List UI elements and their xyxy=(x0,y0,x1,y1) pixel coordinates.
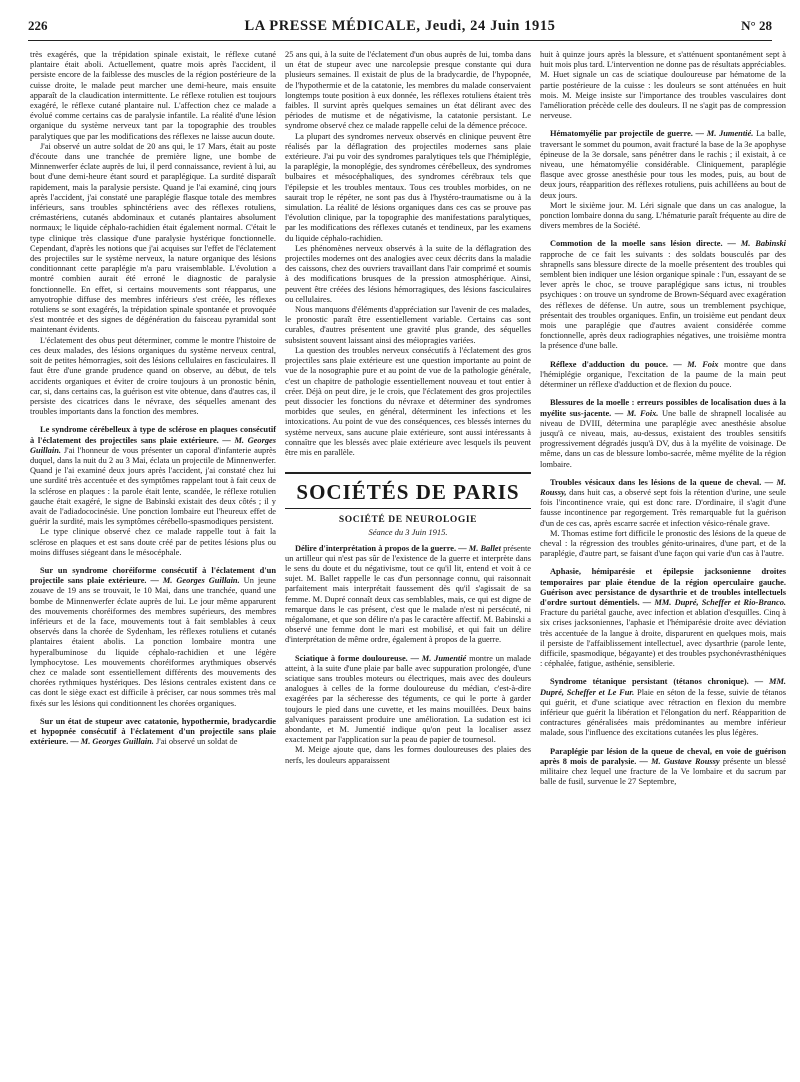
article-cerebellar-syndrome xyxy=(30,425,276,558)
article-title: Délire d'interprétation à propos de la guerre. xyxy=(295,543,457,553)
article-title: Blessures de la moelle : erreurs possibles de localisation dues à la myélite sus-jacente. xyxy=(540,398,786,418)
article-author: — M. Foix xyxy=(673,359,719,369)
article-reflexe-pouce xyxy=(540,360,786,391)
paragraph: Les phénomènes nerveux observés à la suite de la déflagration des projectiles modernes ont des analogies avec ceux décrits dans la maladie des caissons, chez des ouvriers travaillant dans l'air comprimé et soumis à des modifications brusques de la pression atmosphérique. Ainsi, peuvent être créées des lésions hémorragiques, des lésions fasciculaires ou cellulaires. xyxy=(285,243,531,304)
article-title: Commotion de la moelle sans lésion directe. xyxy=(550,239,723,249)
article-title: Réflexe d'adduction du pouce. xyxy=(550,359,668,369)
paragraph: présente un artilleur qui n'est pas sûr de l'existence de la guerre et interprète dans le sens du doute et du négativisme, tout ce qu'il lit, entend et voit à ce sujet. M. Ballet rappelle le cas d'un personnage connu, qui raisonnait parfaitement mais interprétait faussement dès qu'il s'agissait de sa femme. M. Dupré connaît deux cas semblables, mais, ce qui est digne de remarque dans le cas présent, c'est que le malade n'est ni persécuté, ni mégalomane, et que son délire n'a pas le caractère affectif. M. Babinski a observé une femme dont le mari est mobilisé, et qui fait un délire d'interprétation de même ordre, également à propos de la guerre. xyxy=(285,543,532,645)
article-author: — M. Georges Guillain. xyxy=(30,435,276,455)
paragraph: huit à quinze jours après la blessure, et s'atténuent spontanément sept à huit mois plus tard. L'intervention ne donne pas de résultats appréciables. M. Huet signale un cas de sciatique douloureuse par hématome de la partie postérieure de la cuisse : les douleurs se sont atténuées en huit mois. M. Meige insiste sur l'importance des troubles vasculaires dont l'amélioration précède celle des douleurs. Il ne s'agit pas de compression nerveuse. xyxy=(540,50,786,121)
society-name: SOCIÉTÉ DE NEUROLOGIE xyxy=(338,515,478,526)
article-title: Aphasie, hémiparésie et épilepsie jacksonienne droites temporaires par plaie étendue de la région operculaire gauche. Guérison avec persistance de dysarthrie et de troubles intellectuels d'ordre surtout démentiels. xyxy=(540,567,786,607)
paragraph: Un jeune zouave de 19 ans se trouvait, le 10 Mai, dans une tranchée, quand une bombe de Minnenwerfer éclate auprès de lui. Le jour même apparurent des mouvements choréiformes des membres supérieurs, des membres inférieurs et de la face, mouvements tout à fait semblables à ceux observés dans la chorée de Sydenham, les réflexes rotuliens et cutanés plantaires étaient abolis. La ponction lombaire montra une hyperalbuminose du liquide céphalo-rachidien et une légère lymphocytose. Les mouvements choréiformes arythmiques observés chez ce malade sont essentiellement différents des mouvements des chorées rythmiques hystériques. Des lésions centrales existent dans ce cas dont le siège exact est difficile à préciser, car nous sommes très mal fixés sur les lésions qui conditionnent les chorées organiques. xyxy=(30,576,277,708)
paragraph: Fracture du pariétal gauche, avec infection et ablation d'esquilles. Cinq à six crises jacksoniennes, l'aphasie et l'hémiparésie droite avec déviation très accentuée de la langue à droite, disparurent en quelques mois, mais il persiste de l'affaiblissement intellectuel, avec dysarthrie (parole lente, difficile, spasmodique, bégayante) et des troubles psychonévrasthéniques : céphalée, fatigue, asthénie, sensiblerie. xyxy=(540,608,786,669)
article-author: — M. Roussy, xyxy=(540,477,787,497)
section-heading-societes: SOCIÉTÉS DE PARIS xyxy=(285,472,531,509)
article-author: — M. Jumentié xyxy=(410,653,467,663)
paragraph: M. Meige ajoute que, dans les formes douloureuses des plaies des nerfs, les douleurs apparaissent xyxy=(285,745,531,765)
article-delire-interpretation xyxy=(285,544,531,646)
paragraph: J'ai l'honneur de vous présenter un caporal d'infanterie auprès duquel, dans la nuit du 2 au 3 Mai, éclata un projectile de Minnenwerfer. Quand je l'ai examiné deux jours après l'accident, j'ai constaté chez lui une surdité très accentuée et des symptômes rappelant tout à fait ceux de la sclérose en plaques : la parole était lente, scandée, le réflexe rotulien gauche était exagéré, le signe de Babinski existait des deux côtés ; il y avait de l'adiadococinésie. Une ponction lombaire eut l'heureux effet de guérir la surdité, mais les symptômes cérébello-spasmodiques persistent. xyxy=(30,445,276,527)
paragraph: La plupart des syndromes nerveux observés en clinique peuvent être réalisés par la déflagration des projectiles modernes sans plaie extérieure. J'ai pu voir des syndromes paralytiques tels que l'hémiplégie, la paraplégie, la monoplégie, des syndromes cérébelleux, des syndromes bulbaires et mésocéphaliques, des syndromes cérébraux tels que l'épilepsie et les troubles mentaux. Tous ces troubles morbides, on ne saurait trop le répéter, ne sont pas dus à l'hystéro-traumatisme ou à la simulation. La réalité de lésions organiques dans ces cas se prouve pas l'évolution clinique, par la topographie des manifestations paralytiques, par les modifications des réflexes cutanés et tendineux, par les examens du liquide céphalo-rachidien. xyxy=(285,131,531,243)
article-stupor-catatonia xyxy=(30,717,276,748)
article-author: — M. Ballet xyxy=(458,543,501,553)
article-commotion-moelle xyxy=(540,239,786,351)
article-author: — M. Georges Guillain. xyxy=(150,576,240,586)
paragraph: Mort le sixième jour. M. Léri signale que dans un cas analogue, la ponction lombaire donna du sang. L'hématurie paraît fréquente au dire de divers membres de la Société. xyxy=(540,200,786,231)
paragraph: La question des troubles nerveux consécutifs à l'éclatement des gros projectiles sans plaie extérieure est une question importante au point de vue de la nosographie pure et au point de vue de la pathologie générale, c'est un chapitre de pathologie essentiellement nouveau et tout entier à créer. Déjà on peut dire, je le crois, que l'éclatement des gros projectiles peut dissocier les fonctions du névraxe et déterminer des syndromes morbides que seules, en général, déterminent les infections et les intoxications. Au point de vue des conséquences, ces blessés internes du système nerveux, sans aucune plaie extérieure, sont aussi intéressants à connaître que les blessés avec plaie extérieure avec lesquels ils peuvent être mis en parallèle. xyxy=(285,345,531,457)
paragraph: 25 ans qui, à la suite de l'éclatement d'un obus auprès de lui, tomba dans un état de stupeur avec une narcolepsie presque constante qui dura plusieurs semaines. Il existait de plus de la bradycardie, de l'hypopnée, de l'hypothermie et de la catatonie, les membres du malade conservaient longtemps toute position à eux donnée, les réflexes rotuliens étaient très faibles. Il survint après quelques semaines un état délirant avec des périodes de mutisme et de négativisme, la catatonie persistant. Le syndrome observé chez ce malade rappelle celui de la démence précoce. xyxy=(285,50,531,131)
article-author: — M. Gustave Roussy xyxy=(639,756,720,766)
issue-number: N° 28 xyxy=(741,18,772,33)
paragraph: J'ai observé un autre soldat de 20 ans qui, le 17 Mars, était au poste d'écoute dans une tranchée de première ligne, une bombe de Minnenwerfer éclate auprès de lui, il perd connaissance, revient à lui, au bout d'une demi-heure étant sourd et paraplégique. La surdité disparaît rapidement, mais la paralysie persiste. Quand je l'ai examiné, cinq jours après l'accident, j'ai constaté une paraplégie flasque totale des membres inférieurs, sans troubles sphinctériens avec des réflexes rotuliens, crémastériens, cutanés abdominaux et cutanés plantaires absolument normaux; le liquide céphalo-rachidien était également normal. C'était le type clinique très classique d'une paralysie hystérique fonctionnelle. Cependant, d'après les notions que j'ai acquises sur l'effet de l'éclatement des projectiles sur le système nerveux, la nature organique des lésions conditionnant cette paraplégie m'a paru vraisemblable. L'évolution a montré combien aurait été erroné le diagnostic de paralysie fonctionnelle. En effet, si certains mouvements sont réapparus, une amyotrophie diffuse des membres inférieurs s'est créée, les réflexes rotuliens se sont exagérés, la trépidation spinale spontanée et provoquée s'est montrée et des signes de dégénération du faisceau pyramidal sont maintenant évidents. xyxy=(30,141,276,335)
paragraph: très exagérés, que la trépidation spinale existait, le réflexe cutané plantaire était aboli. Actuellement, quatre mois après l'accident, il persiste encore de la faiblesse des muscles de la région postérieure de la cuisse droite, le malade peut marcher une demi-heure, mais ensuite apparaît de la claudication intermittente. Le réflexe rotulien est toujours exagéré, le réflexe cutané plantaire nul. L'affection chez ce malade a évolué comme certains cas de paralysie infantile. La réalité d'une lésion organique du système nerveux tant par la topographie des troubles paralytiques que par les modifications des réflexes ne laisse aucun doute. xyxy=(30,50,276,141)
paragraph: Le type clinique observé chez ce malade rappelle tout à fait la sclérose en plaques et est sans doute créé par de petites lésions plus ou moins diffuses siégeant dans le mésocéphale. xyxy=(30,527,276,557)
article-troubles-vesicaux xyxy=(540,478,786,560)
article-paraplegie-queue-cheval xyxy=(540,747,786,788)
header-rule xyxy=(28,40,772,41)
column-2 xyxy=(285,50,531,766)
paragraph: montre un malade atteint, à la suite d'une plaie par balle avec suppuration prolongée, d'une sciatique sans troubles moteurs ou électriques, mais avec des douleurs analogues à celles de la forme douloureuse du médian, c'est-à-dire exagérées par la sécheresse des téguments, ce qui le porte à garder toujours le pied dans une cuvette, et les mains mouillées. Deux bains galvaniques paraissent produire une amélioration. La sudation est ici abondante, et M. Jumentié indique qu'on peut la localiser assez exactement par l'application sur la peau de papier de tournesol. xyxy=(285,653,532,745)
column-1 xyxy=(30,50,276,747)
column-3 xyxy=(540,50,786,787)
paragraph: présente un blessé militaire chez lequel une fracture de la Ve lombaire et du sacrum par balle de fusil, survenue le 27 Septembre, xyxy=(540,756,786,787)
article-title: Sur un état de stupeur avec catatonie, hypothermie, bradycardie et hypopnée consécutif à l'éclatement d'un projectile sans plaie extérieure. xyxy=(30,716,276,747)
paragraph: dans huit cas, a observé sept fois la rétention d'urine, une seule fois l'incontinence vraie, qui est donc rare. D'ordinaire, il s'agit d'une fausse incontinence par regorgement. Très remarquable fut la guérison d'un de ces cas, après escarre sacrée et infection vésico-rénale grave. xyxy=(540,487,787,528)
paragraph: M. Thomas estime fort difficile le pronostic des lésions de la queue de cheval : la régression des troubles génito-urinaires, d'une part, et de la paraplégie, d'autre part, se faisant d'une façon qui varie d'un cas à l'autre. xyxy=(540,528,786,559)
article-author: — MM. Dupré, Scheffer et Rio-Branco. xyxy=(642,597,786,607)
article-sciatique xyxy=(285,654,531,766)
paragraph: L'éclatement des obus peut déterminer, comme le montre l'histoire de ces deux malades, des lésions organiques du système nerveux central, soit de petites hémorragies, soit des lésions cellulaires en fasciculaires. Il faut être d'une grande prudence quand on observe, au début, de tels accidents organiques et éviter de croire toujours à un pronostic bénin, car, si, dans certains cas, la guérison est vite obtenue, dans d'autres cas, il persiste des cicatrices dans le névraxe, des séquelles amenant des troubles importants dans la fonction des membres. xyxy=(30,335,276,417)
article-title: Le syndrome cérébelleux à type de sclérose en plaques consécutif à l'éclatement des projectiles sans plaie extérieure. xyxy=(30,425,276,445)
article-author: — M. Babinski xyxy=(727,239,787,249)
article-author: — M. Jumentié. xyxy=(695,129,754,139)
article-author: — M. Georges Guillain. xyxy=(70,737,154,747)
paragraph: rapproche de ce fait les suivants : des soldats bousculés par des shrapnells sans blessure directe de la moelle présentent des troubles qui semblent bien indiquer une lésion organique spinale : l'un, essayant de se lever après le choc, se trouve paraplégique sans ictus, ni troubles psychiques : on trouve un syndrome de Brown-Séquard avec exagération des réflexes de défense. Un autre, sous un tremblement psychique, présentait des troubles organiques. Enfin, un troisième eut pendant deux mois une paraplégie que d'autres avaient considérée comme fonctionnelle, après deux radiographies négatives, une troisième montra la présence d'une balle. xyxy=(540,249,786,351)
page-number: 226 xyxy=(28,18,48,33)
article-title: Sur un syndrome choréiforme consécutif à l'éclatement d'un projectile sans plaie extérieure. xyxy=(30,565,276,586)
article-title: Troubles vésicaux dans les lésions de la queue de cheval. xyxy=(550,477,762,487)
paragraph: Plaie en séton de la fesse, suivie de tétanos qui guérit, et d'une sciatique avec rétraction en flexion du membre inférieur que guérit la libération et l'élongation du nerf. Réapparition de contractures généralisées mais prédominantes au membre inférieur malade, sous l'influence des excitations cutanées les plus légères. xyxy=(540,687,786,738)
journal-title: LA PRESSE MÉDICALE, Jeudi, 24 Juin 1915 xyxy=(244,18,556,34)
article-aphasie xyxy=(540,567,786,669)
paragraph: La balle, traversant le sommet du poumon, avait fracturé la base de la 3e apophyse épineuse de la 3e dorsale, sans pénétrer dans le rachis ; il existait, à ce niveau, une hématomyélie considérable. Cliniquement, paraplégie flasque avec grosse anesthésie pour tous les modes, puis, au bout de deux jours, réapparition des réflexes rotuliens, puis achilléens au bout de deux jours. xyxy=(540,129,787,200)
article-title: Hématomyélie par projectile de guerre. xyxy=(550,129,693,139)
paragraph: Une balle de shrapnell localisée au niveau de DVIII, détermina une paraplégie avec anesthésie absolue jusqu'à ce niveau, mais, au-dessus, existaient des troubles sensitifs progressivement dégradés jusqu'à DV, dus à la myélite de voisinage. De même, dans un cas de blessure lombo-sacrée, même myélite de la région lombaire. xyxy=(540,408,787,469)
session-date: Séance du 3 Juin 1915. xyxy=(368,527,448,538)
article-hematomyelie xyxy=(540,129,786,231)
article-blessures-moelle xyxy=(540,398,786,469)
article-author: — MM. Dupré, Scheffer et Le Fur. xyxy=(540,677,787,697)
paragraph: Nous manquons d'éléments d'appréciation sur l'avenir de ces malades, le pronostic paraît être essentiellement variable. Certains cas sont curables, d'autres présentent une gravité plus grande, des séquelles subsistent souvent laissant ainsi des méiopragies variées. xyxy=(285,305,531,345)
article-title: Sciatique à forme douloureuse. xyxy=(295,653,408,663)
article-title: Syndrome tétanique persistant (tétanos chronique). xyxy=(550,677,749,687)
article-title: Paraplégie par lésion de la queue de cheval, en voie de guérison après 8 mois de paralysie. xyxy=(540,746,786,766)
article-choreiform-syndrome xyxy=(30,566,276,709)
paragraph: J'ai observé un soldat de xyxy=(155,737,238,747)
article-tetanos xyxy=(540,677,786,738)
article-author: — M. Foix. xyxy=(614,408,659,418)
paragraph: montre que dans l'hémiplégie organique, l'excitation de la paume de la main peut déterminer un réflexe d'adduction et de flexion du pouce. xyxy=(540,359,786,390)
page-header xyxy=(28,18,772,40)
